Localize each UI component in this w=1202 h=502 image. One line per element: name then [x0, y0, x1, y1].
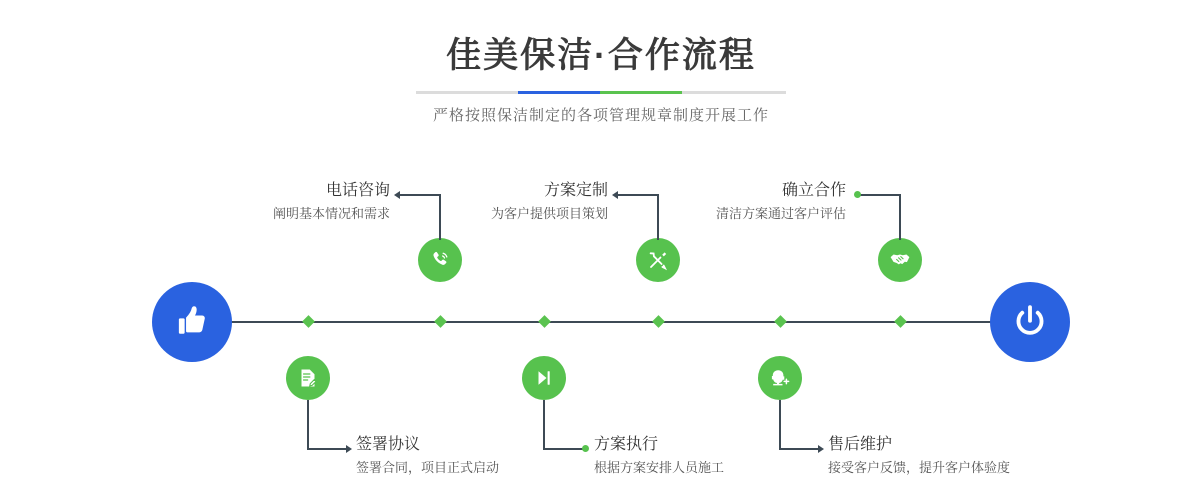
- step-connector-elbow-2: [307, 448, 347, 450]
- step-arrow-4: [582, 445, 589, 452]
- phone-call-icon: [428, 248, 452, 272]
- process-timeline: [0, 150, 1202, 502]
- thumbs-up-icon: [171, 301, 213, 343]
- step-icon-badge-5: [878, 238, 922, 282]
- title-divider: [416, 91, 786, 94]
- timeline-axis: [160, 321, 1042, 323]
- power-icon: [1009, 301, 1051, 343]
- step-connector-elbow-4: [543, 448, 583, 450]
- divider-segment-green: [600, 91, 682, 94]
- divider-segment-blue: [518, 91, 600, 94]
- axis-marker-2: [302, 315, 315, 328]
- step-connector-elbow-6: [779, 448, 819, 450]
- step-desc-5: 清洁方案通过客户评估: [715, 206, 846, 221]
- step-label-5: [560, 180, 846, 224]
- step-connector-2: [307, 400, 309, 450]
- step-connector-4: [543, 400, 545, 450]
- step-title-6: 售后维护: [828, 436, 893, 453]
- page-title: 佳美保洁·合作流程: [446, 36, 756, 75]
- step-title-5: 确立合作: [781, 182, 846, 199]
- plan-tools-icon: [646, 248, 670, 272]
- step-icon-badge-3: [636, 238, 680, 282]
- step-title-3: 方案定制: [543, 182, 608, 199]
- step-label-6: [828, 434, 1148, 478]
- step-connector-6: [779, 400, 781, 450]
- play-forward-icon: [532, 366, 556, 390]
- step-desc-4: 根据方案安排人员施工: [594, 460, 725, 475]
- step-desc-2: 签署合同，项目正式启动: [356, 460, 500, 475]
- step-title-2: 签署协议: [356, 436, 421, 453]
- timeline-start-badge: [152, 282, 232, 362]
- axis-marker-1: [434, 315, 447, 328]
- step-arrow-6: [818, 445, 824, 453]
- page-subtitle: 严格按照保洁制定的各项管理规章制度开展工作: [432, 107, 769, 124]
- axis-marker-5: [894, 315, 907, 328]
- axis-marker-4: [538, 315, 551, 328]
- step-icon-badge-2: [286, 356, 330, 400]
- step-connector-5: [899, 194, 901, 240]
- step-icon-badge-6: [758, 356, 802, 400]
- timeline-end-badge: [990, 282, 1070, 362]
- page-header: [0, 34, 1202, 126]
- axis-marker-3: [652, 315, 665, 328]
- step-icon-badge-4: [522, 356, 566, 400]
- step-title-4: 方案执行: [594, 436, 659, 453]
- handshake-icon: [888, 248, 912, 272]
- document-edit-icon: [296, 366, 320, 390]
- step-arrow-2: [346, 445, 352, 453]
- step-arrow-5: [854, 191, 861, 198]
- axis-marker-6: [774, 315, 787, 328]
- step-desc-1: 阐明基本情况和需求: [272, 206, 390, 221]
- step-desc-6: 接受客户反馈，提升客户体验度: [828, 460, 1011, 475]
- step-connector-elbow-5: [860, 194, 900, 196]
- step-icon-badge-1: [418, 238, 462, 282]
- step-desc-3: 为客户提供项目策划: [490, 206, 608, 221]
- step-title-1: 电话咨询: [325, 182, 390, 199]
- support-agent-icon: [768, 366, 792, 390]
